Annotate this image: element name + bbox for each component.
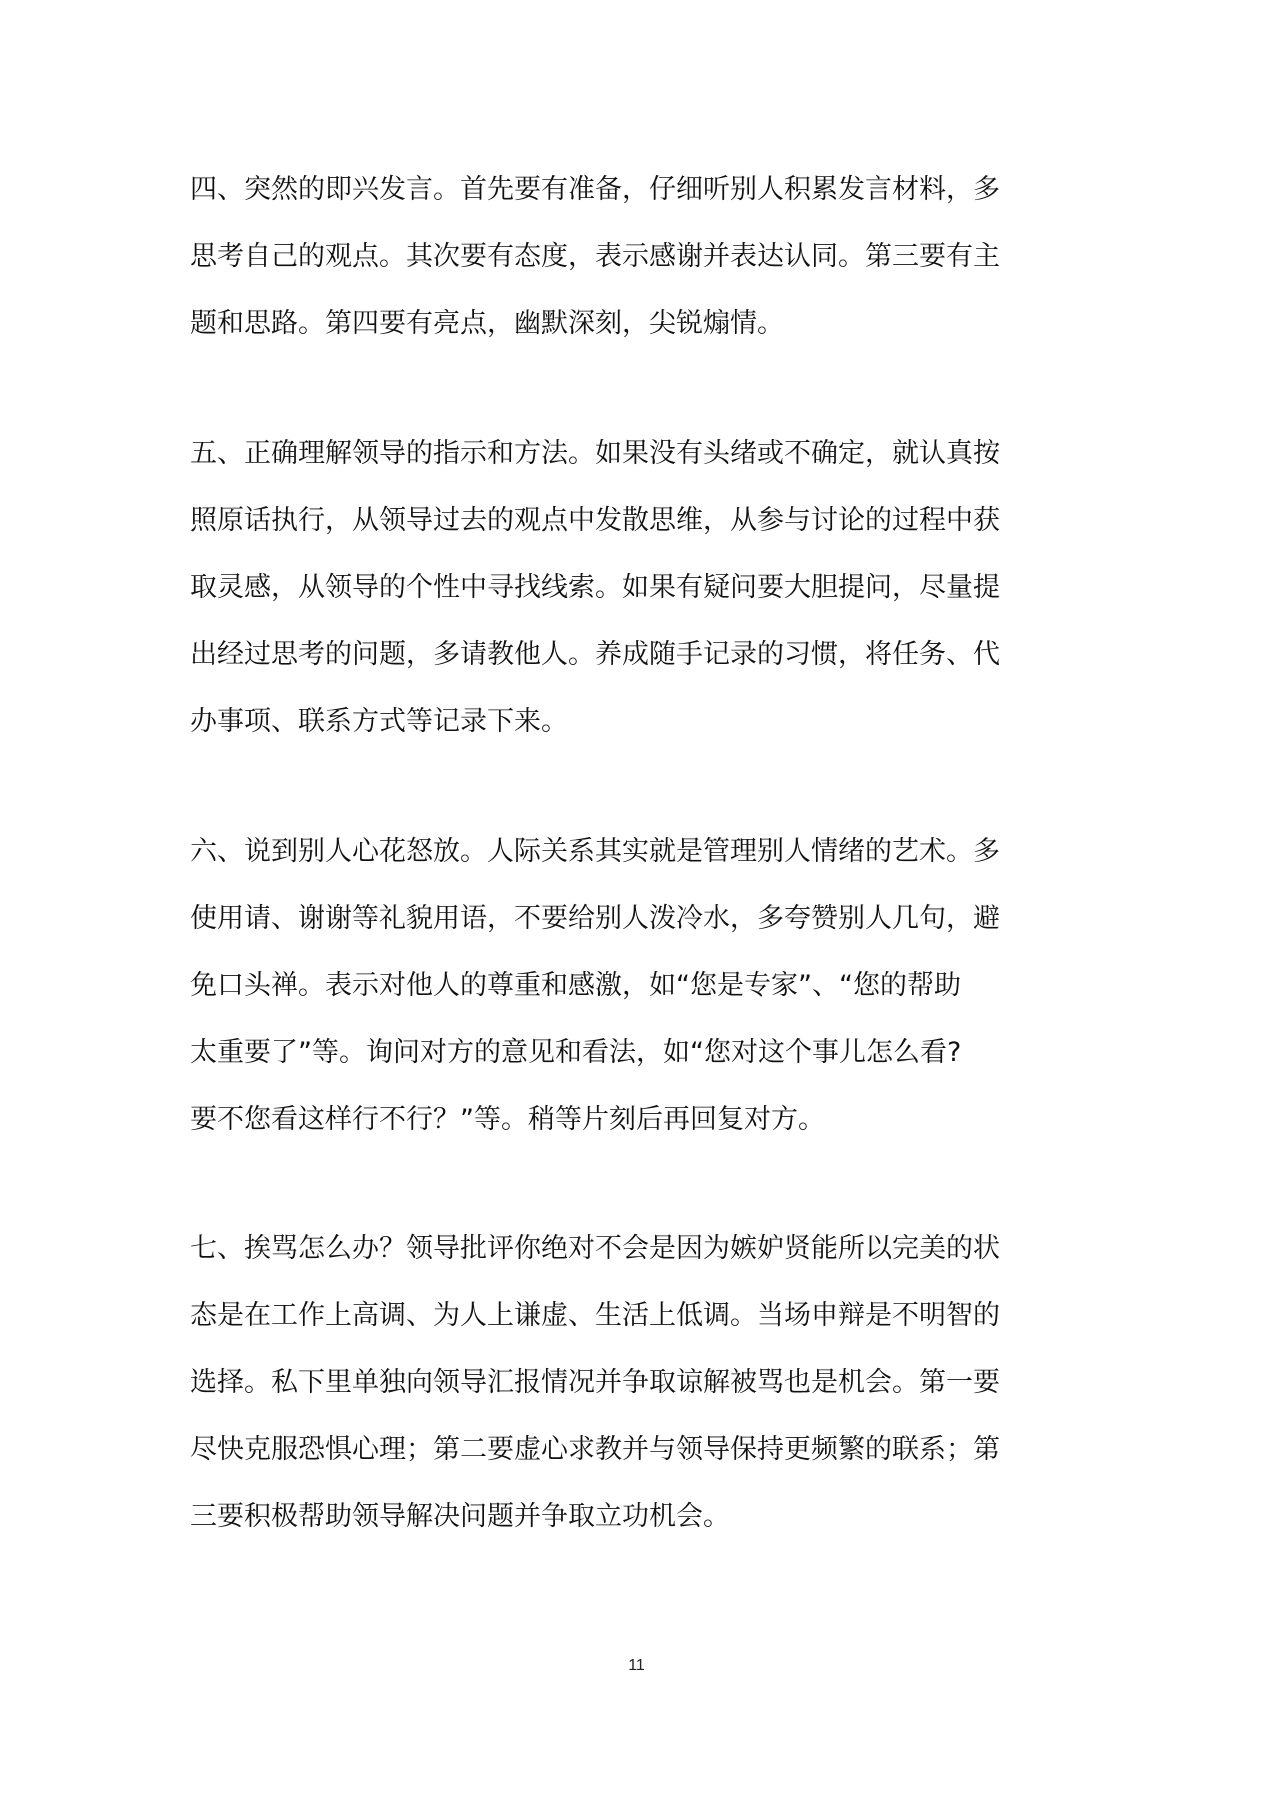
paragraph-line: 态是在工作上高调、为人上谦虚、生活上低调。当场申辩是不明智的 <box>190 1300 1000 1331</box>
paragraph-line: 取灵感，从领导的个性中寻找线索。如果有疑问要大胆提问，尽量提 <box>190 572 1000 603</box>
paragraph-line: 照原话执行，从领导过去的观点中发散思维，从参与讨论的过程中获 <box>190 505 1000 536</box>
paragraph-line: 七、挨骂怎么办？领导批评你绝对不会是因为嫉妒贤能所以完美的状 <box>190 1233 1000 1264</box>
paragraph-line: 五、正确理解领导的指示和方法。如果没有头绪或不确定，就认真按 <box>190 438 1000 469</box>
paragraph-line: 免口头禅。表示对他人的尊重和感激，如“您是专家”、“您的帮助 <box>190 970 961 1001</box>
paragraph-line: 四、突然的即兴发言。首先要有准备，仔细听别人积累发言材料，多 <box>190 174 1000 205</box>
paragraph-line: 尽快克服恐惧心理；第二要虚心求教并与领导保持更频繁的联系；第 <box>190 1434 1000 1465</box>
page-number: 11 <box>628 1657 645 1674</box>
paragraph-line: 题和思路。第四要有亮点，幽默深刻，尖锐煽情。 <box>190 308 784 339</box>
paragraph-line: 三要积极帮助领导解决问题并争取立功机会。 <box>190 1501 730 1532</box>
paragraph-handling-criticism <box>190 1235 1000 1570</box>
paragraph-pleasant-speech <box>190 838 1000 1173</box>
paragraph-line: 思考自己的观点。其次要有态度，表示感谢并表达认同。第三要有主 <box>190 241 1000 272</box>
paragraph-line: 办事项、联系方式等记录下来。 <box>190 706 568 737</box>
paragraph-line: 六、说到别人心花怒放。人际关系其实就是管理别人情绪的艺术。多 <box>190 836 1000 867</box>
paragraph-line: 出经过思考的问题，多请教他人。养成随手记录的习惯，将任务、代 <box>190 639 1000 670</box>
paragraph-understand-instructions <box>190 440 1000 775</box>
paragraph-line: 太重要了”等。询问对方的意见和看法，如“您对这个事儿怎么看? <box>190 1037 962 1068</box>
paragraph-line: 要不您看这样行不行？”等。稍等片刻后再回复对方。 <box>190 1104 825 1135</box>
paragraph-line: 使用请、谢谢等礼貌用语，不要给别人泼冷水，多夸赞别人几句，避 <box>190 903 1000 934</box>
paragraph-line: 选择。私下里单独向领导汇报情况并争取谅解被骂也是机会。第一要 <box>190 1367 1000 1398</box>
paragraph-impromptu-speech <box>190 176 1000 377</box>
